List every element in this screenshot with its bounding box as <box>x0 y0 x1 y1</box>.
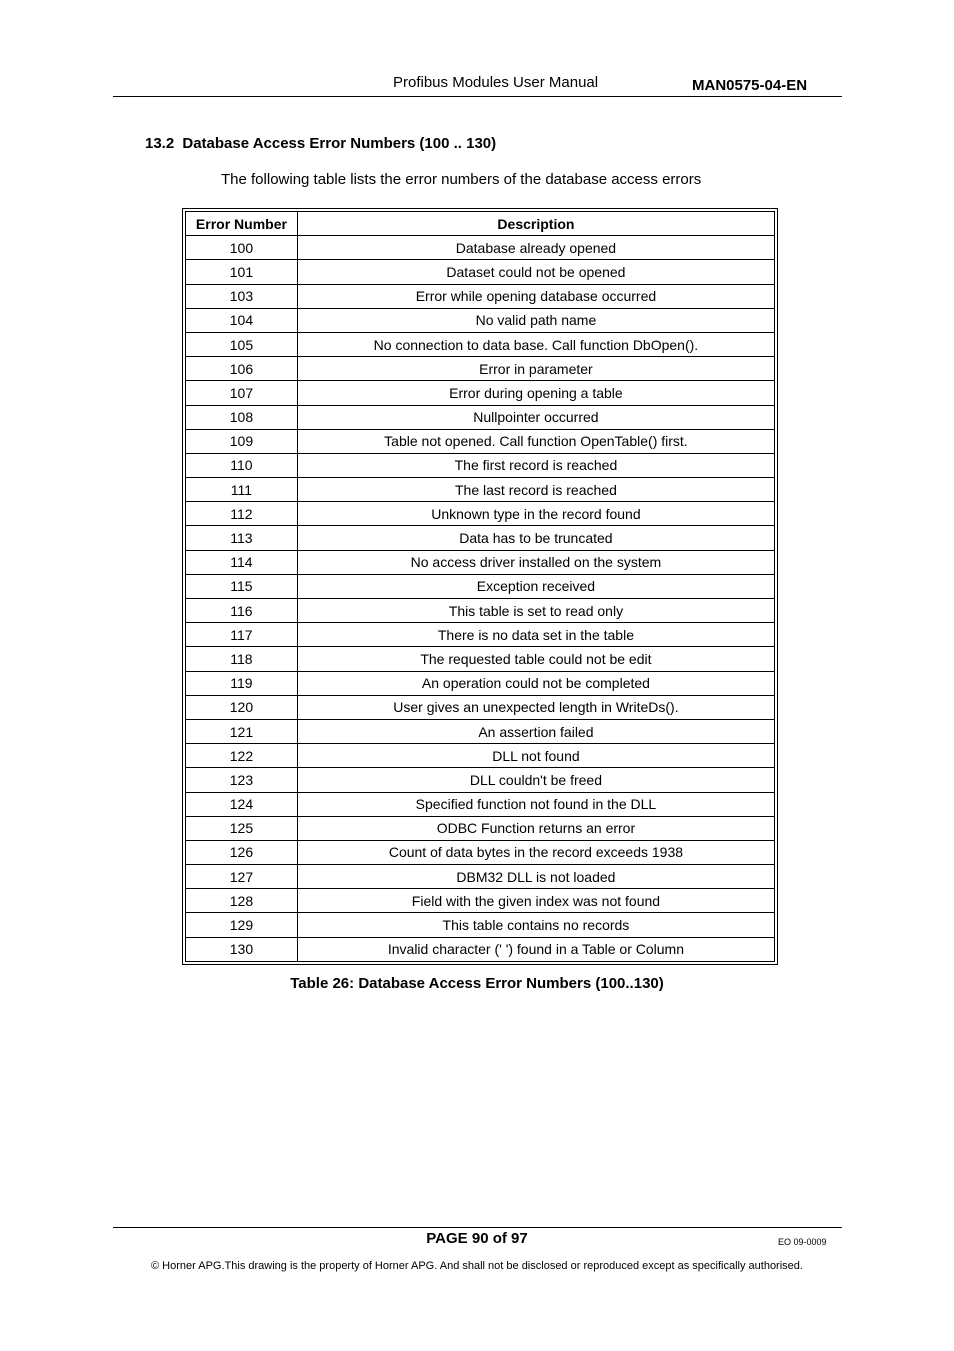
description-cell: ODBC Function returns an error <box>297 816 774 840</box>
description-cell: No valid path name <box>297 308 774 332</box>
error-number-cell: 126 <box>186 840 298 864</box>
error-number-cell: 107 <box>186 381 298 405</box>
table-row <box>186 526 775 550</box>
description-cell: Invalid character (' ') found in a Table or Column <box>297 937 774 961</box>
error-number-cell: 105 <box>186 332 298 356</box>
table-row <box>186 792 775 816</box>
error-number-cell: 101 <box>186 260 298 284</box>
table-row <box>186 405 775 429</box>
error-number-cell: 103 <box>186 284 298 308</box>
table-row <box>186 599 775 623</box>
table-row <box>186 695 775 719</box>
table-row <box>186 719 775 743</box>
table-row <box>186 260 775 284</box>
table-row <box>186 647 775 671</box>
error-number-cell: 116 <box>186 599 298 623</box>
error-number-cell: 104 <box>186 308 298 332</box>
table-header-row <box>186 212 775 236</box>
error-number-cell: 129 <box>186 913 298 937</box>
section-title: Database Access Error Numbers (100 .. 130) <box>182 135 497 152</box>
table-row <box>186 937 775 961</box>
eo-code: EO 09-0009 <box>778 1237 827 1247</box>
table-row <box>186 381 775 405</box>
table-row <box>186 550 775 574</box>
table-row <box>186 865 775 889</box>
table-row <box>186 913 775 937</box>
copyright-notice: © Horner APG.This drawing is the property of Horner APG. And shall not be disclosed or reproduced except as specifically authorised. <box>151 1260 803 1272</box>
error-number-cell: 123 <box>186 768 298 792</box>
table-row <box>186 816 775 840</box>
table-row <box>186 332 775 356</box>
document-number: MAN0575-04-EN <box>692 77 808 94</box>
table-row <box>186 453 775 477</box>
table-row <box>186 768 775 792</box>
error-number-cell: 100 <box>186 236 298 260</box>
error-number-cell: 109 <box>186 429 298 453</box>
intro-paragraph: The following table lists the error numbers of the database access errors <box>221 171 702 188</box>
error-number-cell: 120 <box>186 695 298 719</box>
description-cell: DLL not found <box>297 744 774 768</box>
description-cell: Unknown type in the record found <box>297 502 774 526</box>
error-number-cell: 125 <box>186 816 298 840</box>
description-cell: No access driver installed on the system <box>297 550 774 574</box>
table-body <box>186 236 775 962</box>
description-cell: Field with the given index was not found <box>297 889 774 913</box>
description-cell: DLL couldn't be freed <box>297 768 774 792</box>
description-cell: User gives an unexpected length in WriteDs(). <box>297 695 774 719</box>
table-row <box>186 357 775 381</box>
footer-divider <box>113 1227 842 1228</box>
error-number-cell: 115 <box>186 574 298 598</box>
error-number-cell: 122 <box>186 744 298 768</box>
description-cell: Error during opening a table <box>297 381 774 405</box>
error-number-cell: 111 <box>186 478 298 502</box>
description-cell: Table not opened. Call function OpenTable() first. <box>297 429 774 453</box>
table-row <box>186 478 775 502</box>
description-cell: There is no data set in the table <box>297 623 774 647</box>
header-divider <box>113 96 842 97</box>
description-cell: Exception received <box>297 574 774 598</box>
error-number-cell: 121 <box>186 719 298 743</box>
error-number-cell: 114 <box>186 550 298 574</box>
table-row <box>186 574 775 598</box>
error-number-cell: 112 <box>186 502 298 526</box>
error-number-cell: 118 <box>186 647 298 671</box>
column-header-description: Description <box>297 212 774 236</box>
table-row <box>186 623 775 647</box>
description-cell: The last record is reached <box>297 478 774 502</box>
error-number-cell: 130 <box>186 937 298 961</box>
description-cell: Count of data bytes in the record exceeds 1938 <box>297 840 774 864</box>
description-cell: The first record is reached <box>297 453 774 477</box>
description-cell: No connection to data base. Call function DbOpen(). <box>297 332 774 356</box>
table-row <box>186 236 775 260</box>
page-number: PAGE 90 of 97 <box>426 1230 528 1247</box>
description-cell: The requested table could not be edit <box>297 647 774 671</box>
error-number-cell: 110 <box>186 453 298 477</box>
error-number-cell: 124 <box>186 792 298 816</box>
section-heading <box>145 135 496 152</box>
table-row <box>186 308 775 332</box>
description-cell: Database already opened <box>297 236 774 260</box>
error-table-frame <box>182 208 778 965</box>
table-row <box>186 284 775 308</box>
table-caption: Table 26: Database Access Error Numbers (100..130) <box>290 975 664 992</box>
description-cell: Error in parameter <box>297 357 774 381</box>
description-cell: An assertion failed <box>297 719 774 743</box>
error-number-cell: 113 <box>186 526 298 550</box>
error-number-cell: 119 <box>186 671 298 695</box>
error-number-cell: 117 <box>186 623 298 647</box>
description-cell: Specified function not found in the DLL <box>297 792 774 816</box>
description-cell: Dataset could not be opened <box>297 260 774 284</box>
description-cell: An operation could not be completed <box>297 671 774 695</box>
table-row <box>186 840 775 864</box>
table-row <box>186 744 775 768</box>
column-header-error-number: Error Number <box>186 212 298 236</box>
description-cell: DBM32 DLL is not loaded <box>297 865 774 889</box>
table-row <box>186 889 775 913</box>
header-title: Profibus Modules User Manual <box>393 74 599 91</box>
error-number-cell: 127 <box>186 865 298 889</box>
description-cell: Nullpointer occurred <box>297 405 774 429</box>
error-table <box>185 211 775 962</box>
table-row <box>186 502 775 526</box>
description-cell: This table is set to read only <box>297 599 774 623</box>
description-cell: Error while opening database occurred <box>297 284 774 308</box>
error-number-cell: 106 <box>186 357 298 381</box>
error-number-cell: 108 <box>186 405 298 429</box>
description-cell: This table contains no records <box>297 913 774 937</box>
table-row <box>186 671 775 695</box>
description-cell: Data has to be truncated <box>297 526 774 550</box>
table-row <box>186 429 775 453</box>
error-number-cell: 128 <box>186 889 298 913</box>
section-number: 13.2 <box>145 135 175 152</box>
